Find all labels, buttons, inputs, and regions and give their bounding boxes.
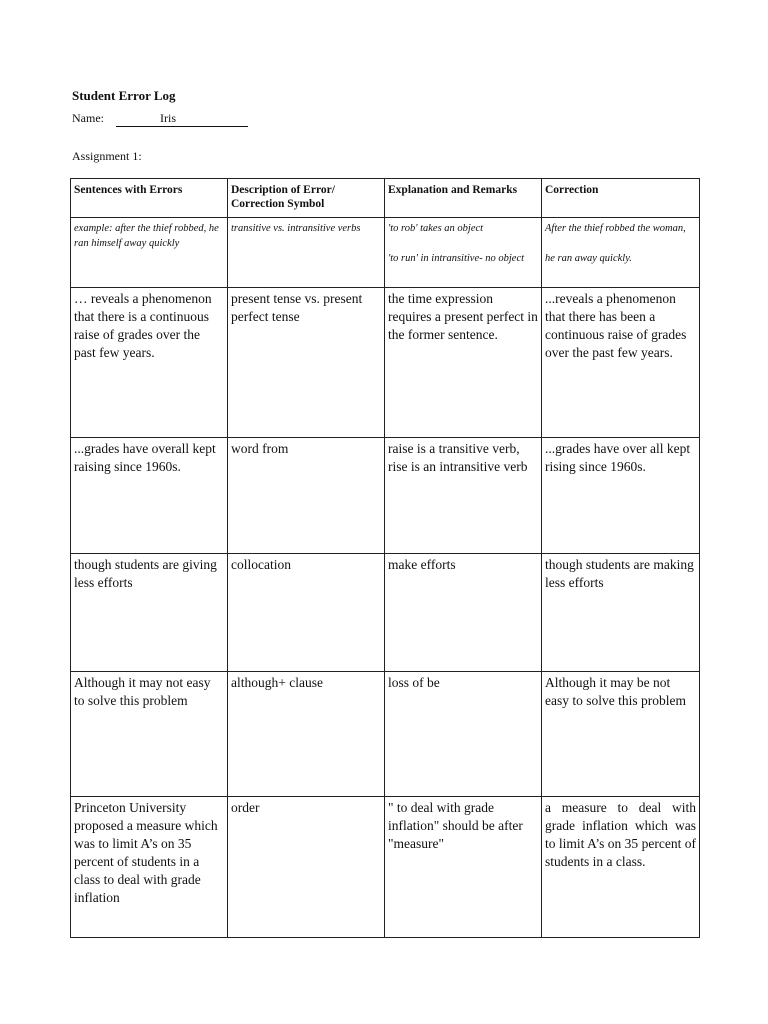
table-cell: Although it may not easy to solve this problem [71, 672, 228, 797]
table-cell: though students are giving less efforts [71, 554, 228, 672]
table-cell: transitive vs. intransitive verbs [228, 218, 385, 288]
table-cell: loss of be [385, 672, 542, 797]
error-log-table [70, 178, 700, 938]
example-row [71, 218, 700, 288]
assignment-label: Assignment 1: [72, 149, 142, 163]
table-cell: collocation [228, 554, 385, 672]
table-cell: a measure to deal with grade inflation which was to limit A’s on 35 percent of students in a class. [542, 797, 700, 938]
table-cell: 'to rob' takes an object 'to run' in intransitive- no object [385, 218, 542, 288]
table-row [71, 288, 700, 438]
table-cell: Although it may be not easy to solve this problem [542, 672, 700, 797]
header-explanation: Explanation and Remarks [385, 179, 542, 218]
table-cell: make efforts [385, 554, 542, 672]
name-row [72, 111, 248, 127]
header-description: Description of Error/ Correction Symbol [228, 179, 385, 218]
table-cell: ...reveals a phenomenon that there has been a continuous raise of grades over the past few years. [542, 288, 700, 438]
table-row [71, 438, 700, 554]
table-cell: the time expression requires a present perfect in the former sentence. [385, 288, 542, 438]
table-row [71, 672, 700, 797]
table-cell: Princeton University proposed a measure which was to limit A’s on 35 percent of students in a class to deal with grade inflation [71, 797, 228, 938]
table-cell: ...grades have overall kept raising since 1960s. [71, 438, 228, 554]
table-cell: After the thief robbed the woman, he ran away quickly. [542, 218, 700, 288]
table-cell: example: after the thief robbed, he ran himself away quickly [71, 218, 228, 288]
name-label: Name: [72, 111, 104, 125]
table-cell: though students are making less efforts [542, 554, 700, 672]
table-cell: raise is a transitive verb, rise is an intransitive verb [385, 438, 542, 554]
header-correction: Correction [542, 179, 700, 218]
table-cell: ...grades have over all kept rising since 1960s. [542, 438, 700, 554]
table-row [71, 797, 700, 938]
table-row [71, 554, 700, 672]
table-header-row [71, 179, 700, 218]
header-sentences: Sentences with Errors [71, 179, 228, 218]
table-cell: present tense vs. present perfect tense [228, 288, 385, 438]
table-cell: " to deal with grade inflation" should be after "measure" [385, 797, 542, 938]
table-cell: order [228, 797, 385, 938]
document-title: Student Error Log [72, 88, 176, 103]
table-cell: … reveals a phenomenon that there is a continuous raise of grades over the past few years. [71, 288, 228, 438]
table-cell: word from [228, 438, 385, 554]
name-value: Iris [116, 111, 248, 127]
table-cell: although+ clause [228, 672, 385, 797]
